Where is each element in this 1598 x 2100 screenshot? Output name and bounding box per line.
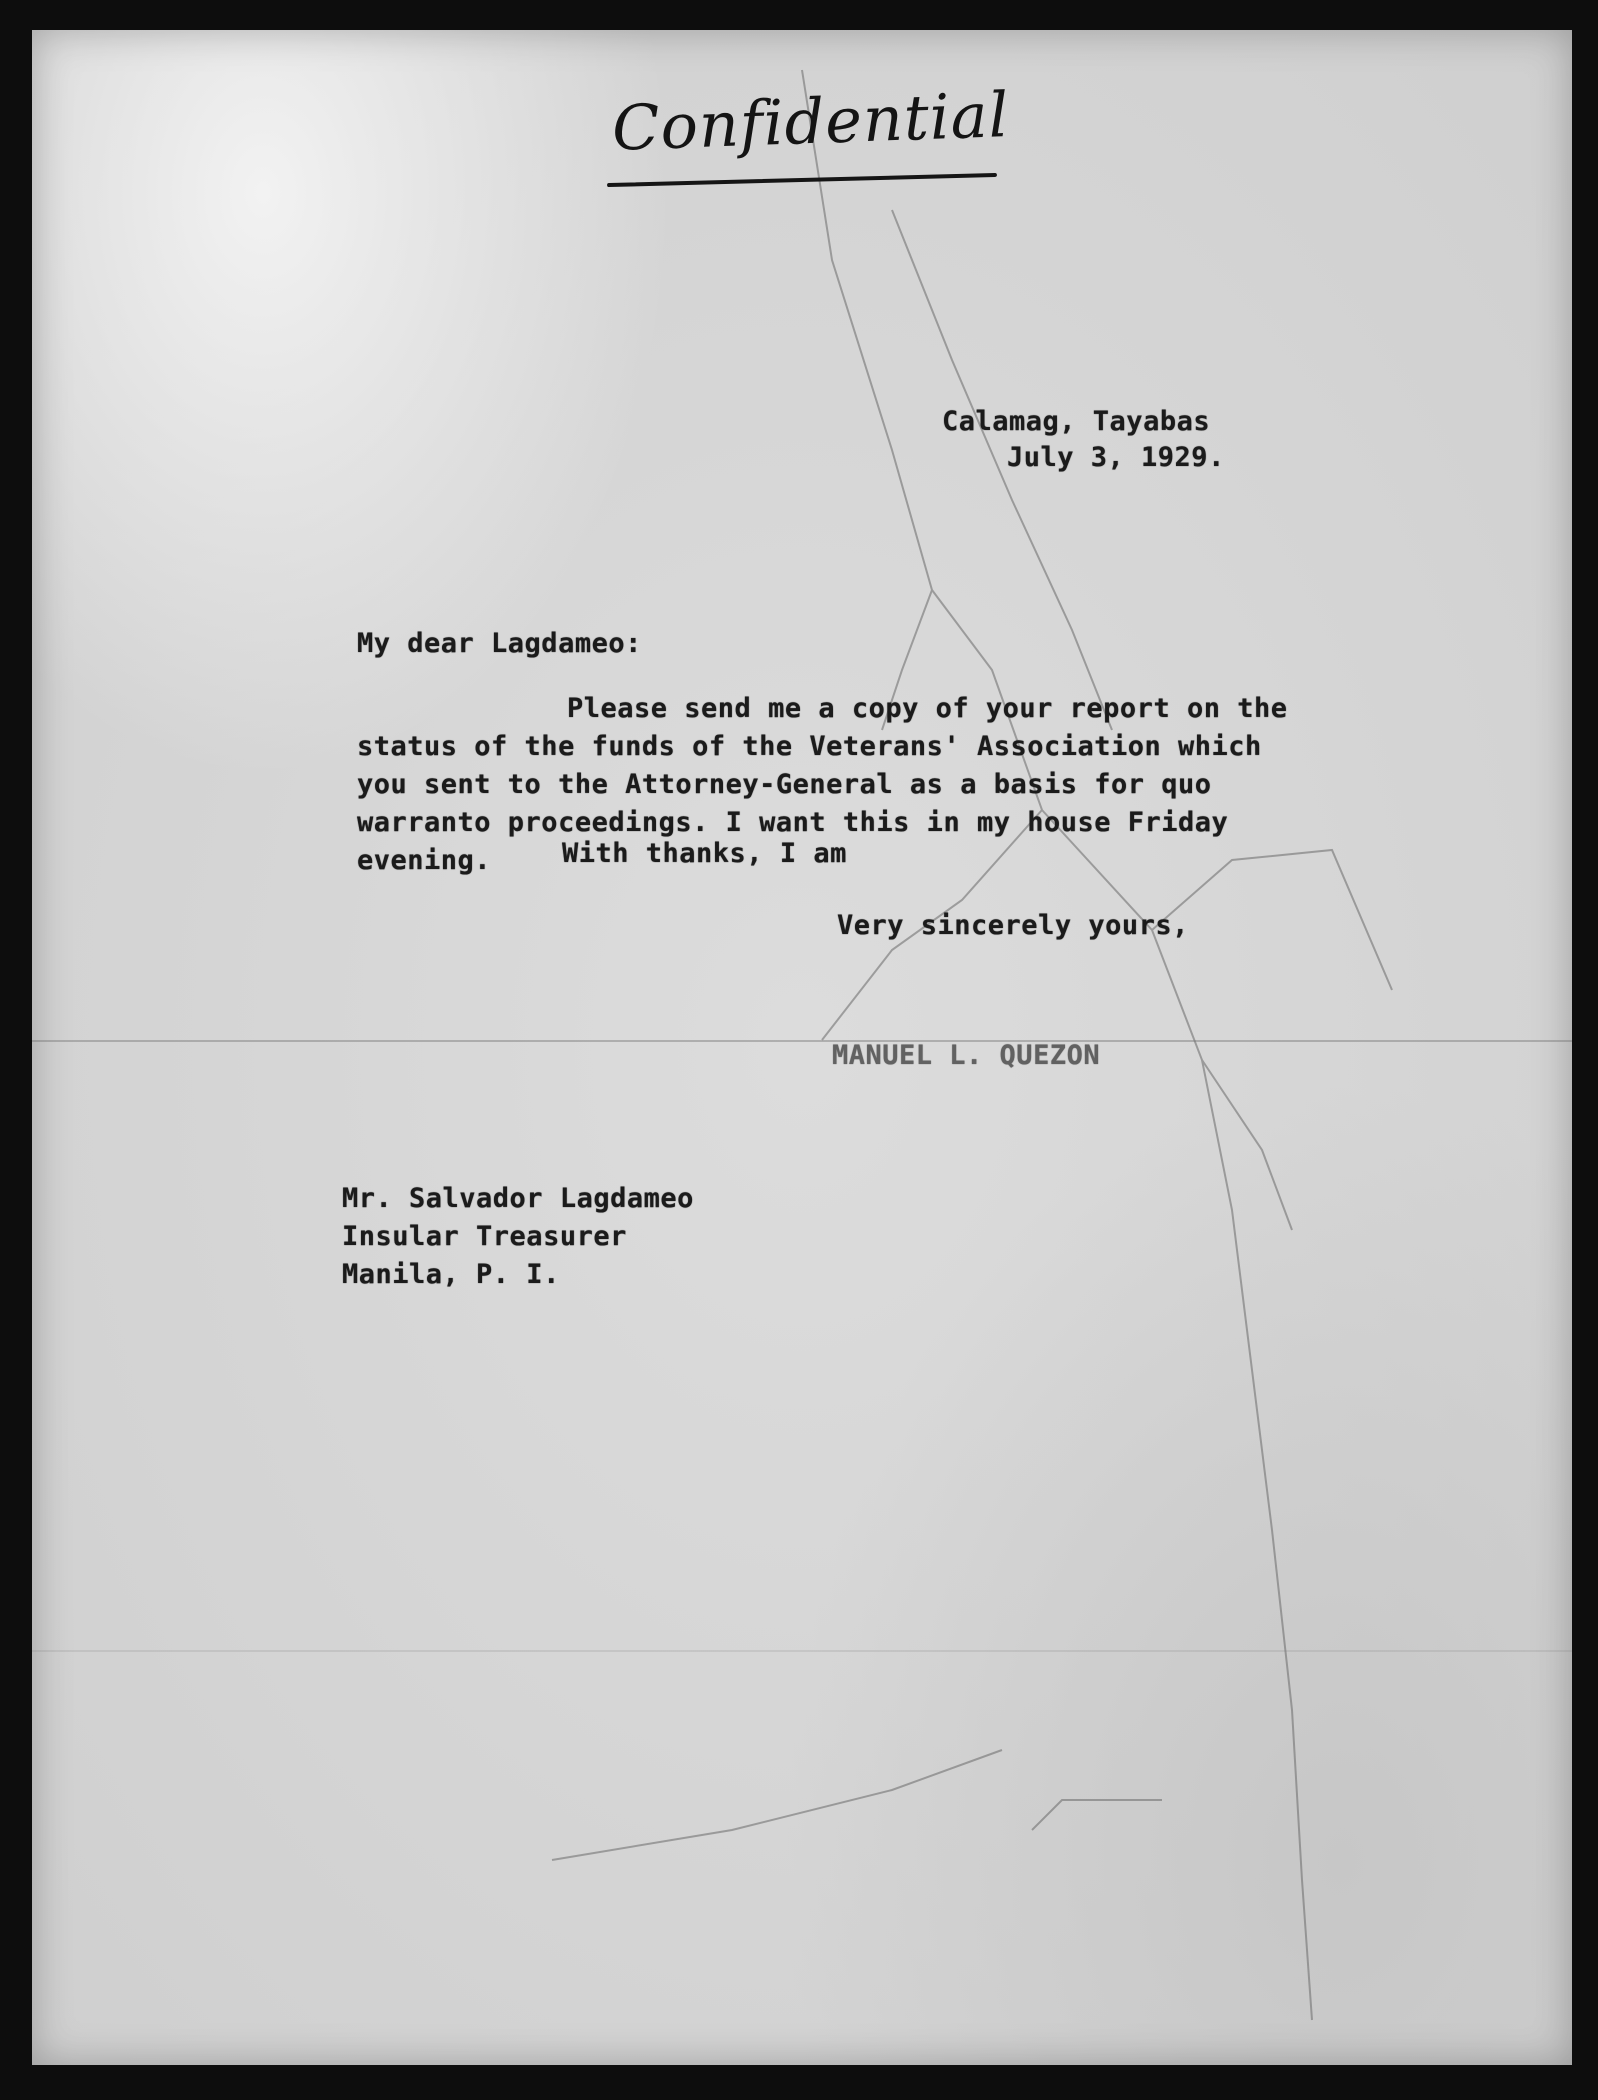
paper-cracks: [32, 30, 1572, 2065]
recipient-name: Mr. Salvador Lagdameo: [342, 1183, 694, 1214]
horizontal-fold: [32, 1040, 1572, 1042]
recipient-title: Insular Treasurer: [342, 1221, 627, 1252]
recipient-address: [342, 1180, 694, 1294]
recipient-city: Manila, P. I.: [342, 1259, 560, 1290]
salutation: My dear Lagdameo:: [357, 628, 642, 659]
lower-fold: [32, 1650, 1572, 1652]
letter-place: Calamag, Tayabas: [942, 406, 1211, 437]
typed-signature: MANUEL L. QUEZON: [832, 1040, 1101, 1071]
letter-date: July 3, 1929.: [1007, 442, 1225, 473]
letter-body-text: Please send me a copy of your report on the status of the funds of the Veterans' Association which you sent to the Attorney-General as a basis for quo warranto proceedings. I want this in my house Friday evening.: [357, 693, 1288, 876]
confidential-handwriting: Confidential: [610, 78, 1011, 165]
letter-page: [32, 30, 1572, 2065]
closing-line: Very sincerely yours,: [837, 910, 1189, 941]
thanks-line: With thanks, I am: [562, 838, 847, 869]
